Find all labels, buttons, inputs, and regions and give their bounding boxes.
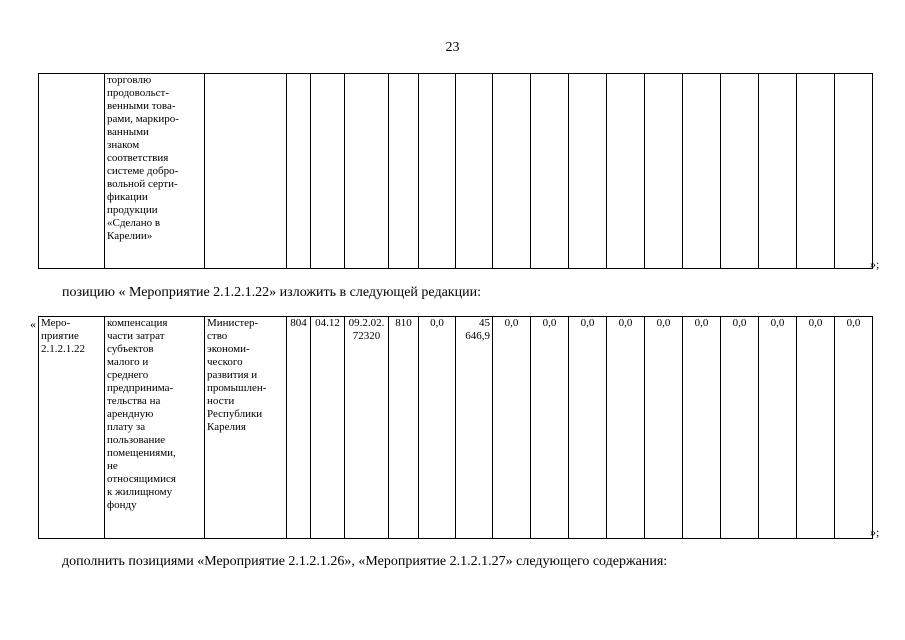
cell-executor [205, 74, 287, 269]
cell-value [645, 74, 683, 269]
cell-value [721, 74, 759, 269]
cell-description: торговлю продовольст- венными това- рами, маркиро- ванными знаком соответствия системе добро- вольной серти- фикации продукции «Сделано в Карелии» [105, 74, 205, 269]
table-row [39, 317, 873, 539]
cell-code-vr: 810 [389, 317, 419, 539]
cell-value: 0,0 [759, 317, 797, 539]
cell-value: 0,0 [569, 317, 607, 539]
cell-value: 0,0 [531, 317, 569, 539]
cell-code-csr [345, 74, 389, 269]
instruction-paragraph: позицию « Мероприятие 2.1.2.1.22» изложить в следующей редакции: [62, 285, 481, 300]
table-continuation [38, 73, 873, 269]
cell-value: 0,0 [797, 317, 835, 539]
cell-value [456, 74, 493, 269]
cell-value: 0,0 [683, 317, 721, 539]
cell-name: Меро- приятие 2.1.2.1.22 [39, 317, 105, 539]
cell-code-grbs [287, 74, 311, 269]
cell-code-csr: 09.2.02. 72320 [345, 317, 389, 539]
table-measure-2-1-2-1-22 [38, 316, 873, 539]
cell-value [683, 74, 721, 269]
cell-code-rzpr [311, 74, 345, 269]
cell-value [569, 74, 607, 269]
cell-value [531, 74, 569, 269]
cell-value: 0,0 [835, 317, 873, 539]
closing-quote-mark: »; [870, 525, 880, 539]
cell-value: 0,0 [419, 317, 456, 539]
cell-value [607, 74, 645, 269]
cell-value [797, 74, 835, 269]
page-number: 23 [445, 40, 460, 55]
cell-value: 0,0 [493, 317, 531, 539]
cell-code-grbs: 804 [287, 317, 311, 539]
cell-executor: Министер- ство экономи- ческого развития и промышлен- ности Республики Карелия [205, 317, 287, 539]
cell-value [493, 74, 531, 269]
cell-code-vr [389, 74, 419, 269]
cell-value: 0,0 [721, 317, 759, 539]
closing-quote-mark: »; [870, 257, 880, 271]
cell-description: компенсация части затрат субъектов малого и среднего предпринима- тельства на арендную плату за пользование помещениями, не относящимися к жилищному фонду [105, 317, 205, 539]
cell-value: 0,0 [607, 317, 645, 539]
cell-value: 45 646,9 [456, 317, 493, 539]
cell-value [835, 74, 873, 269]
cell-value [759, 74, 797, 269]
opening-quote-mark: « [30, 317, 36, 331]
cell-value: 0,0 [645, 317, 683, 539]
cell-code-rzpr: 04.12 [311, 317, 345, 539]
cell-name [39, 74, 105, 269]
table-row [39, 74, 873, 269]
cell-value [419, 74, 456, 269]
instruction-paragraph: дополнить позициями «Мероприятие 2.1.2.1.26», «Мероприятие 2.1.2.1.27» следующего содержания: [62, 554, 668, 569]
